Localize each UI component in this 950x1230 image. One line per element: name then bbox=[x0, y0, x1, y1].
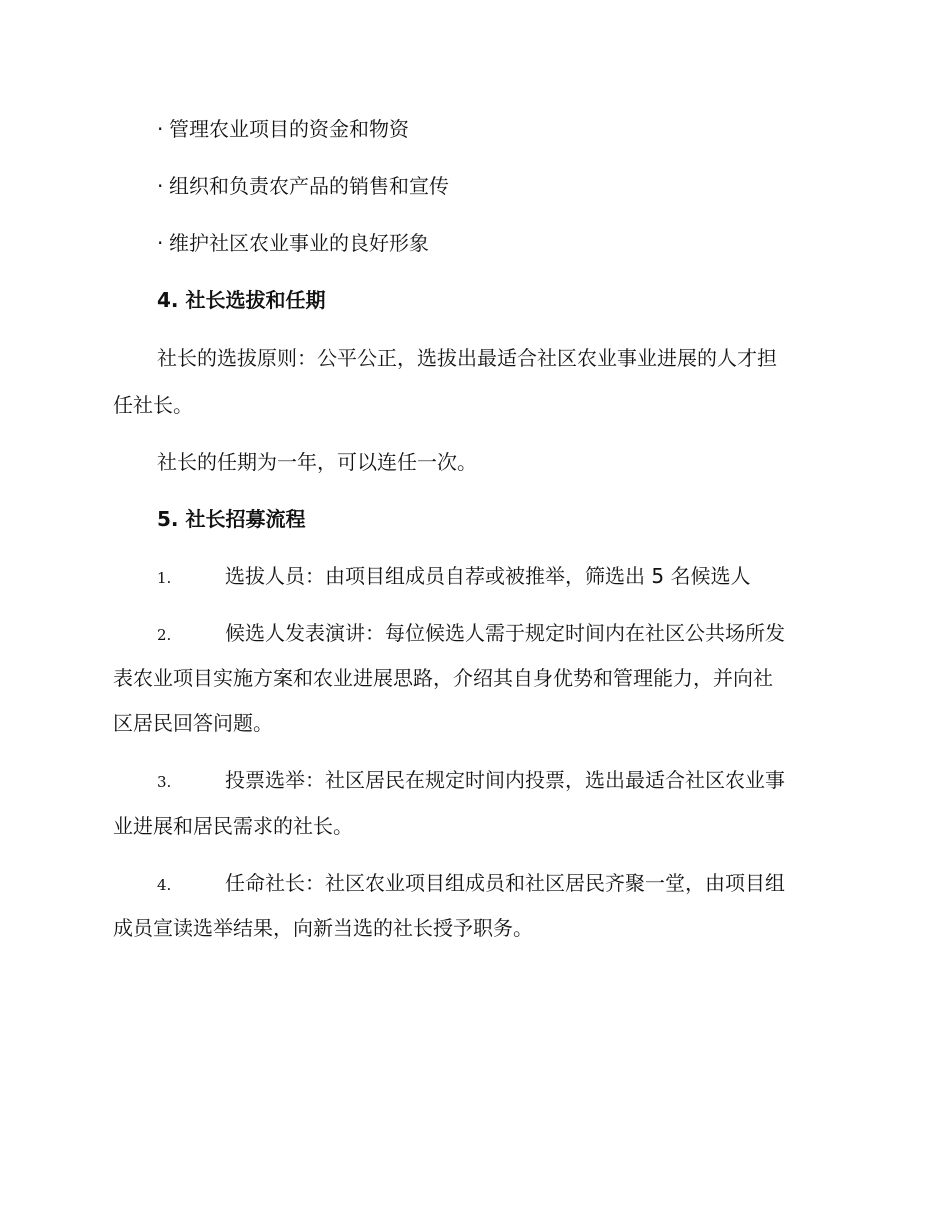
numbered-step bbox=[0, 619, 950, 649]
bullet-text: 管理农业项目的资金和物资 bbox=[169, 117, 409, 141]
numbered-step bbox=[0, 766, 950, 796]
step-continuation: 表农业项目实施方案和农业进展思路，介绍其自身优势和管理能力，并向社 bbox=[113, 666, 773, 690]
step-number: 1. bbox=[157, 569, 172, 587]
bullet-marker: · bbox=[157, 174, 164, 198]
numbered-step bbox=[0, 869, 950, 899]
numbered-step bbox=[0, 562, 950, 592]
paragraph-line: 社长的任期为一年，可以连任一次。 bbox=[157, 450, 477, 474]
step-text: 候选人发表演讲：每位候选人需于规定时间内在社区公共场所发 bbox=[225, 621, 785, 645]
bullet-item bbox=[0, 229, 950, 257]
section-heading: 5. 社长招募流程 bbox=[157, 507, 306, 531]
step-text: 投票选举：社区居民在规定时间内投票，选出最适合社区农业事 bbox=[225, 768, 785, 792]
paragraph-line: 社长的选拔原则：公平公正，选拔出最适合社区农业事业进展的人才担 bbox=[157, 346, 777, 370]
bullet-text: 组织和负责农产品的销售和宣传 bbox=[169, 174, 449, 198]
step-number: 4. bbox=[157, 876, 172, 894]
bullet-item bbox=[0, 172, 950, 200]
bullet-text: 维护社区农业事业的良好形象 bbox=[169, 231, 429, 255]
bullet-item bbox=[0, 115, 950, 143]
step-number: 3. bbox=[157, 773, 172, 791]
paragraph-line: 任社长。 bbox=[113, 393, 193, 417]
bullet-marker: · bbox=[157, 231, 164, 255]
step-continuation: 区居民回答问题。 bbox=[113, 711, 273, 735]
bullet-marker: · bbox=[157, 117, 164, 141]
step-text: 任命社长：社区农业项目组成员和社区居民齐聚一堂，由项目组 bbox=[225, 871, 785, 895]
step-text: 选拔人员：由项目组成员自荐或被推举，筛选出 5 名候选人 bbox=[225, 564, 751, 588]
step-continuation: 成员宣读选举结果，向新当选的社长授予职务。 bbox=[113, 916, 533, 940]
section-heading: 4. 社长选拔和任期 bbox=[157, 288, 326, 312]
step-number: 2. bbox=[157, 626, 172, 644]
step-continuation: 业进展和居民需求的社长。 bbox=[113, 814, 353, 838]
